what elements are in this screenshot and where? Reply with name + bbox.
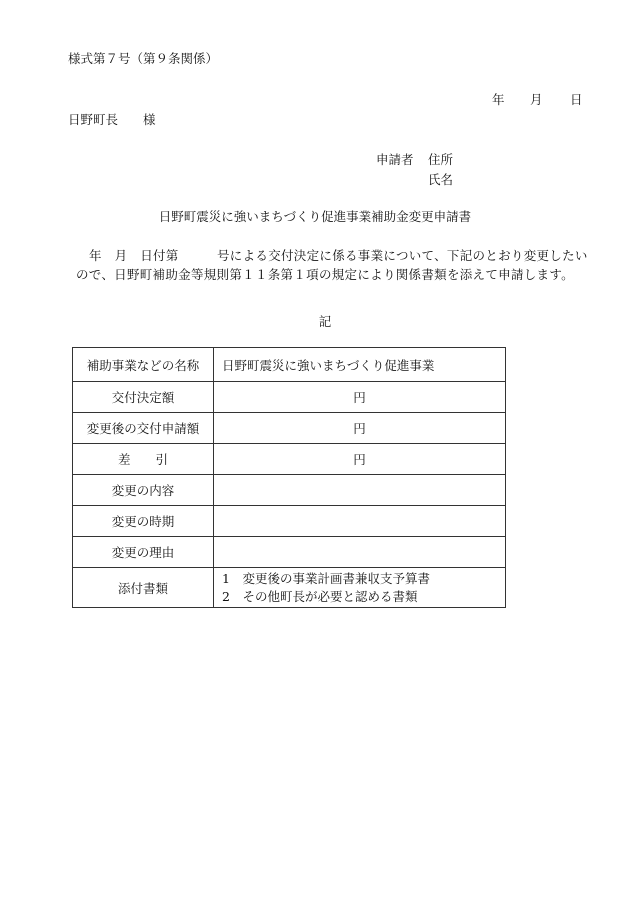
revised-amount-value: 円	[214, 413, 506, 444]
table-row	[73, 444, 506, 475]
change-reason-value[interactable]	[214, 537, 506, 568]
grant-amount-value: 円	[214, 382, 506, 413]
change-content-value[interactable]	[214, 475, 506, 506]
table-row	[73, 568, 506, 608]
project-name-value: 日野町震災に強いまちづくり促進事業	[214, 348, 506, 382]
change-period-value[interactable]	[214, 506, 506, 537]
name-label: 氏名	[428, 172, 454, 187]
body-text: 年 月 日付第 号による交付決定に係る事業について、下記のとおり変更したいので、日野町補助金等規則第１１条第１項の規定により関係書類を添えて申請します。	[76, 248, 588, 282]
date-day-label: 日	[570, 92, 583, 107]
table-row	[73, 506, 506, 537]
row-label: 変更の時期	[73, 506, 214, 537]
date-line	[492, 90, 583, 108]
table-row	[73, 348, 506, 382]
attachments-label: 添付書類	[73, 568, 214, 608]
row-label: 補助事業などの名称	[73, 348, 214, 382]
addressee: 日野町長 様	[68, 112, 156, 127]
date-year-label: 年	[492, 92, 505, 107]
attachments-list	[214, 568, 506, 608]
row-label: 変更の内容	[73, 475, 214, 506]
table-row	[73, 413, 506, 444]
difference-value: 円	[214, 444, 506, 475]
row-label: 変更後の交付申請額	[73, 413, 214, 444]
applicant-block	[376, 150, 453, 190]
document-title: 日野町震災に強いまちづくり促進事業補助金変更申請書	[158, 209, 472, 224]
address-label: 住所	[428, 152, 454, 167]
row-label: 差 引	[73, 444, 214, 475]
row-label: 交付決定額	[73, 382, 214, 413]
row-label: 変更の理由	[73, 537, 214, 568]
table-row	[73, 537, 506, 568]
table-row	[73, 382, 506, 413]
detail-table	[72, 347, 506, 608]
form-number: 様式第７号（第９条関係）	[68, 51, 219, 66]
ki-heading: 記	[318, 314, 332, 329]
attachment-item: 1 変更後の事業計画書兼収支予算書	[222, 570, 430, 586]
applicant-label: 申請者	[376, 152, 414, 167]
date-month-label: 月	[530, 92, 543, 107]
attachment-item: 2 その他町長が必要と認める書類	[222, 588, 418, 604]
table-row	[73, 475, 506, 506]
